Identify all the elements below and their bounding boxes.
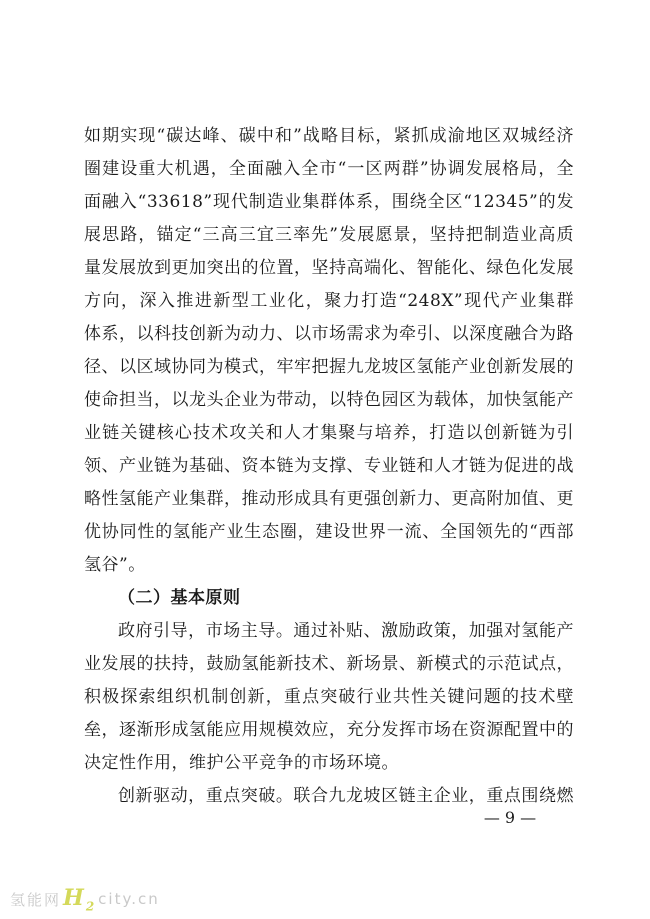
text-line: 如期实现“碳达峰、碳中和”战略目标，紧抓成渝地区双城经济 [84, 126, 574, 146]
text-line: 圈建设重大机遇，全面融入全市“一区两群”协调发展格局，全 [84, 159, 574, 179]
watermark-text: 氢能网 [10, 890, 62, 909]
text-line: 使命担当，以龙头企业为带动，以特色园区为载体，加快氢能产 [84, 390, 574, 410]
text-line: 略性氢能产业集群，推动形成具有更强创新力、更高附加值、更 [84, 489, 574, 509]
text-line: 优协同性的氢能产业生态圈，建设世界一流、全国领先的“西部 [84, 522, 574, 542]
text-line: 政府引导，市场主导。通过补贴、激励政策，加强对氢能产 [118, 621, 574, 641]
paragraph-1 [84, 120, 574, 582]
text-line: 业链关键核心技术攻关和人才集聚与培养，打造以创新链为引 [84, 423, 574, 443]
text-line: 径、以区域协同为模式，牢牢把握九龙坡区氢能产业创新发展的 [84, 357, 574, 377]
text-line: 量发展放到更加突出的位置，坚持高端化、智能化、绿色化发展 [84, 258, 574, 278]
section-heading: （二）基本原则 [118, 588, 241, 608]
text-line: 氢谷”。 [84, 555, 146, 575]
watermark-logo-sub: 2 [85, 899, 97, 914]
paragraph-2 [84, 615, 574, 780]
text-line: 体系，以科技创新为动力、以市场需求为牵引、以深度融合为路 [84, 324, 574, 344]
watermark-domain: city.cn [98, 890, 160, 908]
text-line: 积极探索组织机制创新，重点突破行业共性关键问题的技术壁 [84, 687, 574, 707]
text-line: 领、产业链为基础、资本链为支撑、专业链和人才链为促进的战 [84, 456, 574, 476]
text-line: 决定性作用，维护公平竞争的市场环境。 [84, 753, 399, 773]
text-line: 面融入“33618”现代制造业集群体系，围绕全区“12345”的发 [84, 192, 574, 212]
watermark-logo-letter: H [63, 884, 86, 911]
body-text [84, 120, 574, 813]
watermark [10, 884, 160, 914]
watermark-logo [63, 885, 96, 913]
text-line: 业发展的扶持，鼓励氢能新技术、新场景、新模式的示范试点， [84, 654, 574, 674]
text-line: 展思路，锚定“三高三宜三率先”发展愿景，坚持把制造业高质 [84, 225, 574, 245]
text-line: 创新驱动，重点突破。联合九龙坡区链主企业，重点围绕燃 [118, 786, 574, 806]
text-line: 垒，逐渐形成氢能应用规模效应，充分发挥市场在资源配置中的 [84, 720, 574, 740]
text-line: 方向，深入推进新型工业化，聚力打造“248X”现代产业集群 [84, 291, 574, 311]
page-number: — 9 — [483, 808, 537, 827]
